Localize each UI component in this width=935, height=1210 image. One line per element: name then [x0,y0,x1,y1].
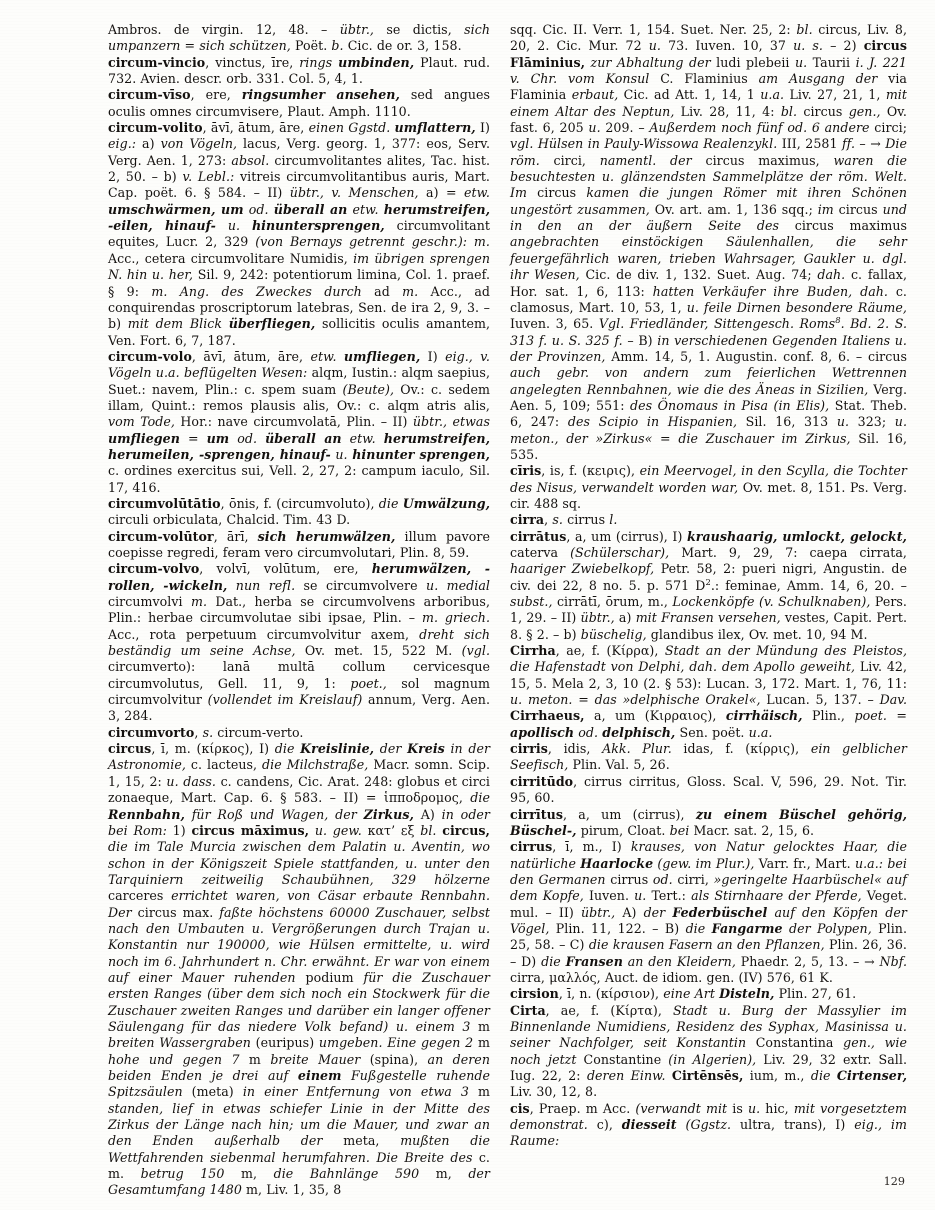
dictionary-entry: circus, ī, m. (κίρκος), I) die Kreislinie, der Kreis in der Astronomie, c. lacteus, die Milchstraße, Macr. somn. Scip. 1, 15, 2: u. dass. c. candens, Cic. Arat. 248: globus et circi zonaeque, Mart. Cap. 6. § 583. – II) = ἱπποδρομος, die Rennbahn, für Roß und Wagen, der Zirkus, A) in oder bei Rom: 1) circus māximus, u. gew. κατ’ εξ bl. circus, die im Tale Murcia zwischen dem Palatin u. Aventin, wo schon in der Königszeit Spiele stattfanden, u. unter den Tarquiniern zeitweilig Schaubühnen, 329 hölzerne carceres errichtet waren, von Cäsar erbaute Rennbahn. Der circus max. faßte höchstens 60000 Zuschauer, selbst nach den Umbauten u. Vergrößerungen durch Trajan u. Konstantin nur 190000, wie Hülsen ermittelte, u. wird noch im 6. Jahrhundert n. Chr. erwähnt. Er war von einem auf einer Mauer ruhenden podium für die Zuschauer ersten Ranges (über dem sich noch ein Stockwerk für die Zuschauer zweiten Ranges und darüber ein langer offener Säulengang für das niedere Volk befand) u. einem 3 m breiten Wassergraben (euripus) umgeben. Eine gegen 2 m hohe und gegen 7 m breite Mauer (spina), an deren beiden Enden je drei auf einem Fußgestelle ruhende Spitzsäulen (meta) in einer Entfernung von etwa 3 m standen, lief in etwas schiefer Linie in der Mitte des Zirkus der Länge nach hin; um die Mauer, und zwar an den Enden außerhalb der meta, mußten die Wettfahrenden siebenmal herumfahren. Die Breite des c. m. betrug 150 m, die Bahnlänge 590 m, der Gesamtumfang 1480 m, Liv. 1, 35, 8 [108,741,491,1198]
dictionary-entry: circum-vīso, ere, ringsumher ansehen, sed angues oculis omnes circumvisere, Plaut. Amph. 1110. [108,87,490,119]
dictionary-entry: Cirta, ae, f. (Κίρτα), Stadt u. Burg der Massylier im Binnenlande Numidiens, Residenz des Syphax, Masinissa u. seiner Nachfolger, seit Konstantin Constantina gen., wie noch jetzt Constantine (in Algerien), Liv. 29, 32 extr. Sall. Iug. 22, 2: deren Einw. Cirtēnsēs, ium, m., die Cirtenser, Liv. 30, 12, 8. [510,1002,908,1100]
dictionary-entry: cirrātus, a, um (cirrus), I) kraushaarig, umlockt, gelockt, caterva (Schülerschar), Mart. 9, 29, 7: caepa cirrata, haariger Zwiebelkopf, Petr. 58, 2: pueri nigri, Angustin. de civ. dei 22, 8 no. 5. p. 571 $D^2$.: feminae, Amm. 14, 6, 20. – subst., cirrātī, ōrum, m., Lockenköpfe (v. Schulknaben), Pers. 1, 29. – II) übtr., a) mit Fransen versehen, vestes, Capit. Pert. 8. § 2. – b) büschelig, glandibus ilex, Ov. met. 10, 94 M. [510,528,908,642]
dictionary-entry: circum-volūtor, ārī, sich herumwälzen, illum pavore coepisse regredi, feram vero circumvolutari, Plin. 8, 59. [108,528,491,560]
dictionary-entry: circum-volvo, volvī, volūtum, ere, herumwälzen, -rollen, -wickeln, nun refl. se circumvolvere u. medial circumvolvi m. Dat., herba se circumvolvens arboribus, Plin.: herbae circumvolutae sibi ipsae, Plin. – m. griech. Acc., rota perpetuum circumvolvitur axem, dreht sich beständig um seine Achse, Ov. met. 15, 522 M. (vgl. circumverto): lanā multā collum cervicesque circumvolutus, Gell. 11, 9, 1: poet., sol magnum circumvolvitur (vollendet im Kreislauf) annum, Verg. Aen. 3, 284. [108,561,491,724]
dictionary-entry: cirrus, ī, m., I) krauses, von Natur gelocktes Haar, die natürliche Haarlocke (gew. im Plur.), Varr. fr., Mart. u.a.: bei den Germanen cirrus od. cirri, »geringelte Haarbüschel« auf dem Kopfe, Iuven. u. Tert.: als Stirnhaare der Pferde, Veget. mul. – II) übtr., A) der Federbüschel auf den Köpfen der Vögel, Plin. 11, 122. – B) die Fangarme der Polypen, Plin. 25, 58. – C) die krausen Fasern an den Pflanzen, Plin. 26, 36. – D) die Fransen an den Kleidern, Phaedr. 2, 5, 13. – → Nbf. cirra, μαλλός, Auct. de idiom. gen. (IV) 576, 61 K. [510,839,908,985]
left-text-column [0,22,500,1199]
entry-continuation: Ambros. de virgin. 12, 48. – übtr., se dictis, sich umpanzern = sich schützen, Poët. b. Cic. de or. 3, 158. [108,22,490,54]
dictionary-entry: cirsion, ī, n. (κίρσιον), eine Art Disteln, Plin. 27, 61. [510,986,857,1002]
dictionary-entry: circumvorto, s. circum-verto. [108,724,304,740]
entry-continuation: sqq. Cic. II. Verr. 1, 154. Suet. Ner. 25, 2: bl. circus, Liv. 8, 20, 2. Cic. Mur. 72 u. 73. Iuven. 10, 37 u. s. – 2) circus Flāminius, zur Abhaltung der ludi plebeii u. Taurii i. J. 221 v. Chr. vom Konsul C. Flaminius am Ausgang der via Flaminia erbaut, Cic. ad Att. 1, 14, 1 u.a. Liv. 27, 21, 1, mit einem Altar des Neptun, Liv. 28, 11, 4: bl. circus gen., Ov. fast. 6, 205 u. 209. – Außerdem noch fünf od. 6 andere circi; vgl. Hülsen in Pauly-Wissowa Realenzykl. III, 2581 ff. – → Die röm. circi, namentl. der circus maximus, waren die besuchtesten u. glänzendsten Sammelplätze der röm. Welt. Im circus kamen die jungen Römer mit ihren Schönen ungestört zusammen, Ov. art. am. 1, 136 sqq.; im circus und in den an der äußern Seite des circus maximus angebrachten einstöckigen Säulenhallen, die sehr feuergefährlich waren, trieben Wahrsager, Gaukler u. dgl. ihr Wesen, Cic. de div. 1, 132. Suet. Aug. 74; dah. c. fallax, Hor. sat. 1, 6, 113: hatten Verkäufer ihre Buden, dah. c. clamosus, Mart. 10, 53, 1, u. feile Dirnen besondere Räume, Iuven. 3, 65. Vgl. Friedländer, Sittengesch. Roms$^8$. Bd. 2. S. 313 f. u. S. 325 f. – B) in verschiedenen Gegenden Italiens u. der Provinzen, Amm. 14, 5, 1. Augustin. conf. 8, 6. – circus auch gebr. von andern zum feierlichen Wettrennen angelegten Rennbahnen, wie die des Äneas in Sizilien, Verg. Aen. 5, 109; 551: des Önomaus in Pisa (in Elis), Stat. Theb. 6, 247: des Scipio in Hispanien, Sil. 16, 313 u. 323; u. meton., der »Zirkus« = die Zuschauer im Zirkus, Sil. 16, 535. [510,22,908,462]
two-column-text-body [0,22,935,1198]
dictionary-entry: circum-volito, āvī, ātum, āre, einen Ggstd. umflattern, I) eig.: a) von Vögeln, lacus, Verg. georg. 1, 377: eos, Serv. Verg. Aen. 1, 273: absol. circumvolitantes alites, Tac. hist. 2, 50. – b) v. Lebl.: vitreis circumvolitantibus auris, Mart. Cap. poët. 6. § 584. – II) übtr., v. Menschen, a) = etw. umschwärmen, um od. überall an etw. herumstreifen, -eilen, hinauf- u. hinuntersprengen, circumvolitant equites, Lucr. 2, 329 (von Bernays getrennt geschr.): m. Acc., cetera circumvolitare Numidis, im übrigen sprengen N. hin u. her, Sil. 9, 242: potentiorum limina, Col. 1. praef. § 9: m. Ang. des Zweckes durch ad m. Acc., ad conquirendas proscriptorum latebras, Sen. de ira 2, 9, 3. – b) mit dem Blick überfliegen, sollicitis oculis amantem, Ven. Fort. 6, 7, 187. [108,120,491,348]
dictionary-entry: cirritūdo, cirrus cirritus, Gloss. Scal. V, 596, 29. Not. Tir. 95, 60. [510,773,907,806]
right-text-column [500,22,935,1150]
dictionary-entry: circum-vincio, vinctus, īre, rings umbinden, Plaut. rud. 732. Avien. descr. orb. 331. Col. 5, 4, 1. [108,54,490,87]
dictionary-entry: cis, Praep. m Acc. (verwandt mit is u. hic, mit vorgesetztem demonstrat. c), diesseit (Ggstz. ultra, trans), I) eig., im Raume: [510,1100,907,1149]
dictionary-entry: Cirrha, ae, f. (Κίρρα), Stadt an der Mündung des Pleistos, die Hafenstadt von Delphi, dah. dem Apollo geweiht, Liv. 42, 15, 5. Mela 2, 3, 10 (2. § 53): Lucan. 3, 172. Mart. 1, 76, 11: u. meton. = das »delphische Orakel«, Lucan. 5, 137. – Dav. Cirrhaeus, a, um (Κιρραιος), cirrhäisch, Plin., poet. = apollisch od. delphisch, Sen. poët. u.a. [510,643,908,740]
dictionary-entry: cīris, is, f. (κειρις), ein Meervogel, in den Scylla, die Tochter des Nisus, verwandelt worden war, Ov. met. 8, 151. Ps. Verg. cir. 488 sq. [510,463,907,511]
dictionary-entry: circumvolūtātio, ōnis, f. (circumvoluto), die Umwälzung, circuli orbiculata, Chalcid. Tim. 43 D. [108,495,491,528]
page-number: 129 [883,1175,905,1188]
dictionary-entry: cirrītus, a, um (cirrus), zu einem Büschel gehörig, Büschel-, pirum, Cloat. bei Macr. sat. 2, 15, 6. [510,806,907,838]
dictionary-entry: cirris, idis, Akk. Plur. idas, f. (κίρρις), ein gelblicher Seefisch, Plin. Val. 5, 26. [510,741,907,773]
dictionary-entry: circum-volo, āvī, ātum, āre, etw. umfliegen, I) eig., v. Vögeln u.a. beflügelten Wesen: alqm, Iustin.: alqm saepius, Suet.: navem, Plin.: c. spem suam (Beute), Ov.: c. sedem illam, Quint.: remos plausis alis, Ov.: c. alqm atris alis, vom Tode, Hor.: nave circumvolatā, Plin. – II) übtr., etwas umfliegen = um od. überall an etw. herumstreifen, herumeilen, -sprengen, hinauf- u. hinunter sprengen, c. ordines exercitus sui, Vell. 2, 27, 2: campum iaculo, Sil. 17, 416. [108,348,491,495]
dictionary-entry: cirra, s. cirrus l. [510,512,618,528]
